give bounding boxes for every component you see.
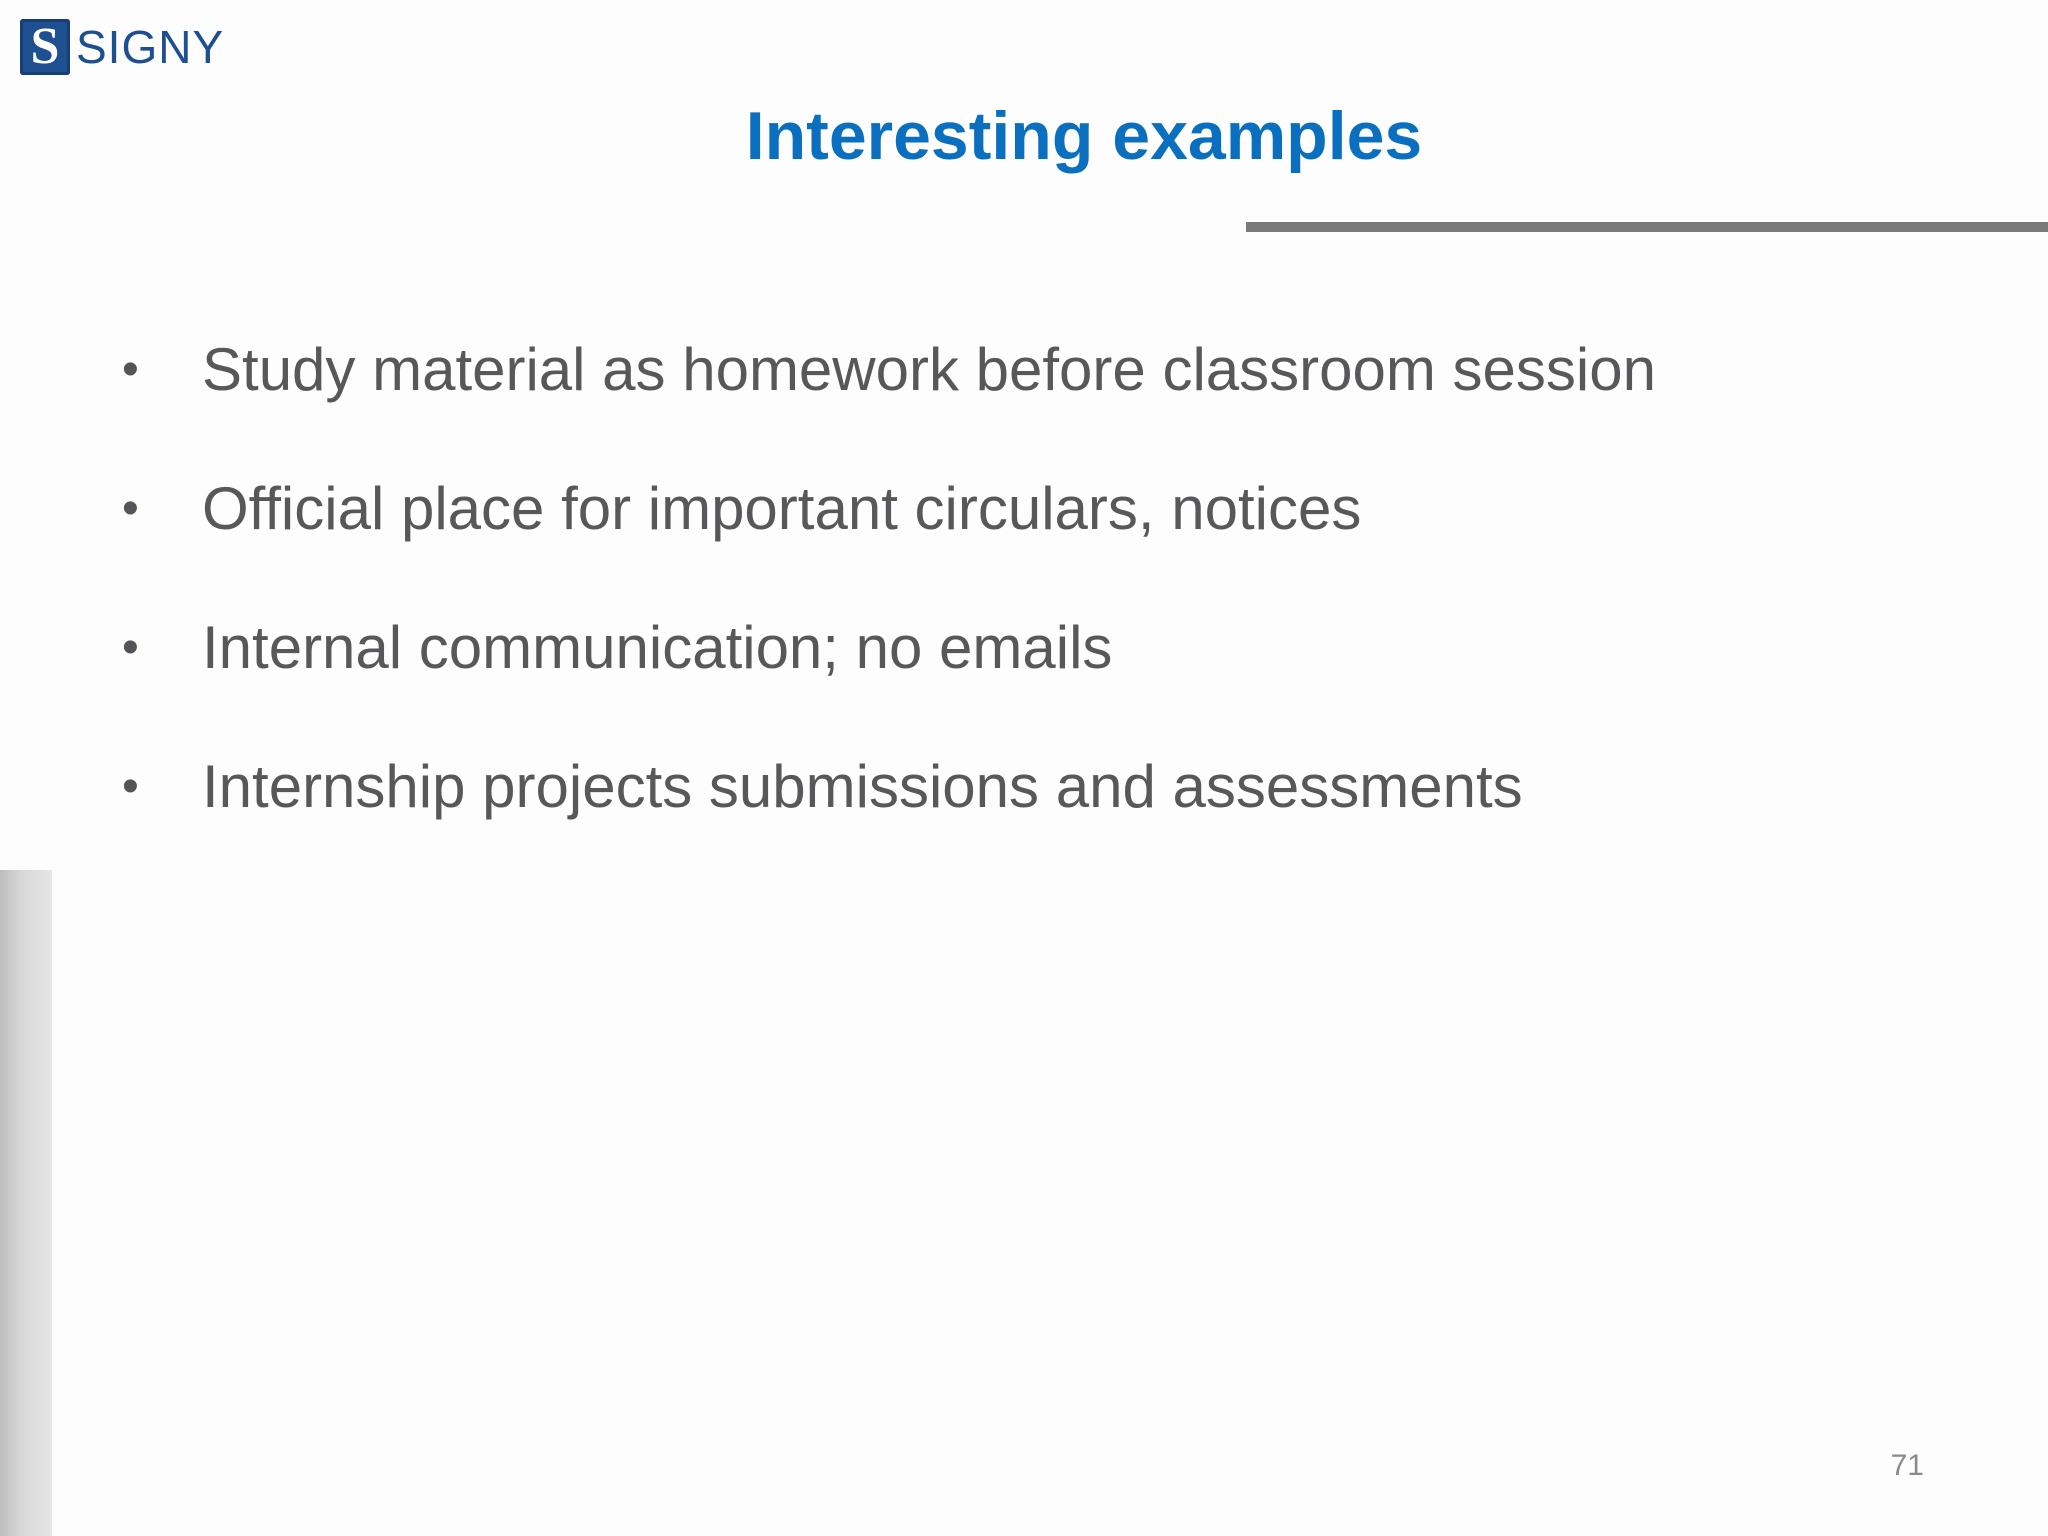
bullet-item (120, 330, 1656, 469)
logo-text: SIGNY (76, 21, 225, 73)
page-number: 71 (1890, 1449, 1924, 1482)
bullet-text: Official place for important circulars, notices (202, 475, 1362, 542)
slide-title: Interesting examples (745, 98, 1423, 174)
bullet-text: Study material as homework before classroom session (202, 336, 1656, 403)
bullet-item (120, 469, 1656, 608)
logo-mark-icon (20, 19, 70, 75)
bullet-icon: • (122, 482, 139, 535)
title-underline-divider (1246, 222, 2048, 232)
bullet-text: Internship projects submissions and assessments (202, 753, 1523, 820)
logo-mark-letter: S (30, 18, 60, 75)
bullet-text: Internal communication; no emails (202, 614, 1113, 681)
bullet-item (120, 747, 1656, 886)
bullet-list (120, 330, 1656, 886)
bullet-icon: • (122, 343, 139, 396)
left-decorative-strip (0, 870, 52, 1536)
bullet-item (120, 608, 1656, 747)
bullet-icon: • (122, 621, 139, 674)
logo (20, 18, 224, 76)
bullet-icon: • (122, 760, 139, 813)
